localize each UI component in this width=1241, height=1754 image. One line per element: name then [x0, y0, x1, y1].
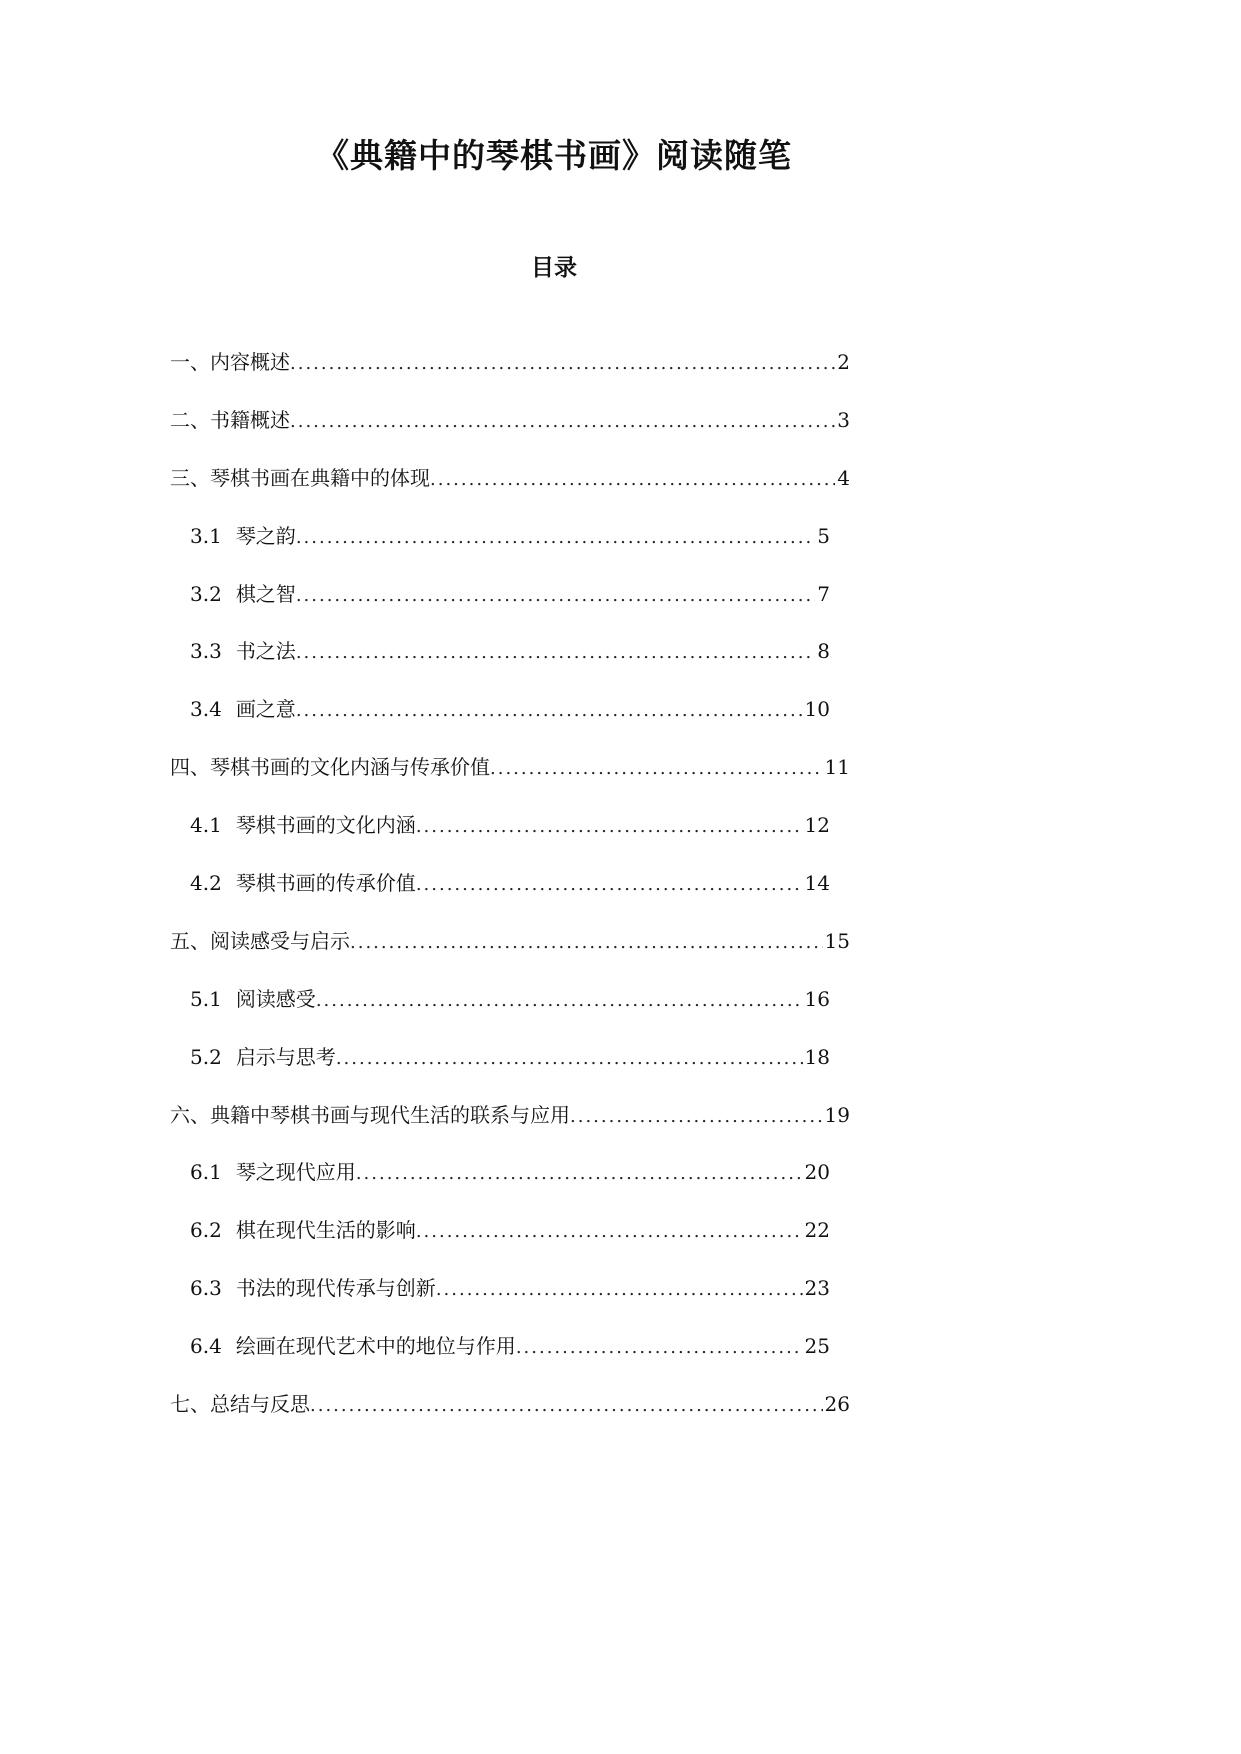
toc-leader-dots — [296, 694, 803, 728]
toc-leader-dots — [416, 810, 803, 844]
toc-entry-label — [170, 924, 350, 958]
toc-entry-text: 一、内容概述 — [170, 350, 290, 374]
toc-entry-label — [170, 345, 290, 379]
toc-leader-dots — [296, 521, 815, 555]
table-of-contents — [170, 345, 850, 1445]
toc-entry-text: 六、典籍中琴棋书画与现代生活的联系与应用 — [170, 1102, 570, 1127]
toc-entry-label — [190, 519, 296, 553]
toc-entry-label — [170, 750, 490, 784]
toc-page-number: 22 — [804, 1218, 830, 1243]
toc-entry[interactable] — [170, 692, 830, 750]
toc-page-number: 14 — [804, 871, 830, 896]
toc-leader-dots — [490, 752, 823, 786]
toc-page-number: 15 — [824, 928, 850, 953]
toc-leader-dots — [436, 1273, 803, 1307]
toc-entry-number: 4.1 — [190, 813, 222, 838]
toc-entry-text: 棋在现代生活的影响 — [235, 1218, 416, 1243]
toc-entry-label — [190, 982, 316, 1016]
toc-leader-dots — [430, 463, 835, 497]
toc-entry-text: 棋之智 — [235, 581, 296, 606]
toc-entry-text: 琴之现代应用 — [235, 1160, 356, 1185]
toc-entry-text: 琴棋书画的文化内涵 — [235, 813, 416, 838]
toc-leader-dots — [290, 347, 835, 381]
toc-leader-dots — [316, 984, 803, 1018]
toc-entry[interactable] — [170, 577, 830, 635]
toc-page-number: 23 — [804, 1276, 830, 1301]
toc-entry-number: 3.1 — [190, 523, 222, 548]
toc-entry-label — [190, 1271, 436, 1305]
toc-page-number: 2 — [837, 350, 850, 374]
toc-entry-text: 书法的现代传承与创新 — [235, 1276, 436, 1301]
toc-page-number: 19 — [824, 1102, 850, 1127]
toc-entry-label — [170, 1098, 570, 1132]
toc-entry-number: 3.4 — [190, 697, 222, 722]
toc-entry-number: 3.2 — [190, 581, 222, 606]
toc-leader-dots — [416, 868, 803, 902]
toc-leader-dots — [356, 1157, 803, 1191]
toc-page-number: 3 — [837, 407, 850, 432]
toc-entry[interactable] — [170, 345, 850, 403]
document-title: 《典籍中的琴棋书画》阅读随笔 — [316, 136, 792, 175]
toc-entry-label — [190, 1213, 416, 1247]
toc-leader-dots — [350, 926, 823, 960]
toc-entry-number: 6.2 — [190, 1218, 222, 1243]
toc-entry-label — [190, 577, 296, 611]
toc-leader-dots — [416, 1215, 803, 1249]
toc-entry-text: 启示与思考 — [235, 1044, 336, 1069]
toc-entry-label — [190, 1040, 336, 1074]
toc-entry[interactable] — [170, 1098, 850, 1156]
toc-page-number: 20 — [804, 1160, 830, 1185]
toc-page-number: 18 — [804, 1044, 830, 1069]
toc-leader-dots — [570, 1100, 823, 1134]
toc-page-number: 8 — [817, 639, 830, 664]
toc-page-number: 12 — [804, 813, 830, 838]
toc-entry-number: 3.3 — [190, 639, 222, 664]
toc-page-number: 5 — [817, 523, 830, 548]
toc-entry-label — [170, 1387, 310, 1421]
toc-leader-dots — [296, 636, 815, 670]
toc-entry[interactable] — [170, 982, 830, 1040]
toc-entry[interactable] — [170, 1329, 830, 1387]
toc-leader-dots — [516, 1331, 803, 1365]
toc-entry-text: 画之意 — [235, 697, 296, 722]
toc-leader-dots — [290, 405, 835, 439]
toc-page-number: 11 — [824, 755, 850, 780]
toc-entry-label — [190, 808, 416, 842]
toc-entry-text: 绘画在现代艺术中的地位与作用 — [235, 1334, 516, 1359]
toc-entry[interactable] — [170, 1155, 830, 1213]
toc-entry[interactable] — [170, 1213, 830, 1271]
toc-entry-label — [190, 634, 296, 668]
toc-page-number: 7 — [817, 581, 830, 606]
toc-heading: 目录 — [531, 254, 577, 281]
toc-entry[interactable] — [170, 1271, 830, 1329]
toc-entry-number: 5.1 — [190, 986, 222, 1011]
toc-page-number: 25 — [804, 1334, 830, 1359]
toc-entry[interactable] — [170, 519, 830, 577]
toc-entry-text: 四、琴棋书画的文化内涵与传承价值 — [170, 755, 490, 780]
toc-entry[interactable] — [170, 924, 850, 982]
toc-entry-label — [190, 692, 296, 726]
toc-entry[interactable] — [170, 866, 830, 924]
toc-entry-text: 二、书籍概述 — [170, 407, 290, 432]
toc-entry-label — [170, 461, 430, 495]
toc-entry[interactable] — [170, 403, 850, 461]
toc-leader-dots — [296, 579, 815, 613]
toc-leader-dots — [336, 1042, 803, 1076]
toc-entry[interactable] — [170, 750, 850, 808]
toc-entry-number: 6.4 — [190, 1334, 222, 1359]
toc-entry-label — [190, 1329, 516, 1363]
toc-page-number: 16 — [804, 986, 830, 1011]
toc-page-number: 26 — [824, 1392, 850, 1417]
toc-entry-text: 五、阅读感受与启示 — [170, 928, 350, 953]
toc-entry-label — [170, 403, 290, 437]
toc-entry-text: 书之法 — [235, 639, 296, 664]
toc-entry[interactable] — [170, 1387, 850, 1445]
toc-entry-number: 6.3 — [190, 1276, 222, 1301]
toc-entry-text: 阅读感受 — [235, 986, 316, 1011]
toc-entry[interactable] — [170, 634, 830, 692]
toc-entry-label — [190, 1155, 356, 1189]
toc-entry[interactable] — [170, 808, 830, 866]
toc-entry[interactable] — [170, 461, 850, 519]
toc-entry-number: 6.1 — [190, 1160, 222, 1185]
toc-entry-text: 琴之韵 — [235, 523, 296, 548]
toc-page-number: 4 — [837, 465, 850, 490]
toc-entry-number: 4.2 — [190, 871, 222, 896]
toc-entry-text: 七、总结与反思 — [170, 1392, 310, 1417]
toc-entry[interactable] — [170, 1040, 830, 1098]
toc-entry-text: 琴棋书画的传承价值 — [235, 871, 416, 896]
toc-leader-dots — [310, 1389, 823, 1423]
toc-entry-label — [190, 866, 416, 900]
toc-page-number: 10 — [804, 697, 830, 722]
toc-entry-number: 5.2 — [190, 1044, 222, 1069]
toc-entry-text: 三、琴棋书画在典籍中的体现 — [170, 465, 430, 490]
